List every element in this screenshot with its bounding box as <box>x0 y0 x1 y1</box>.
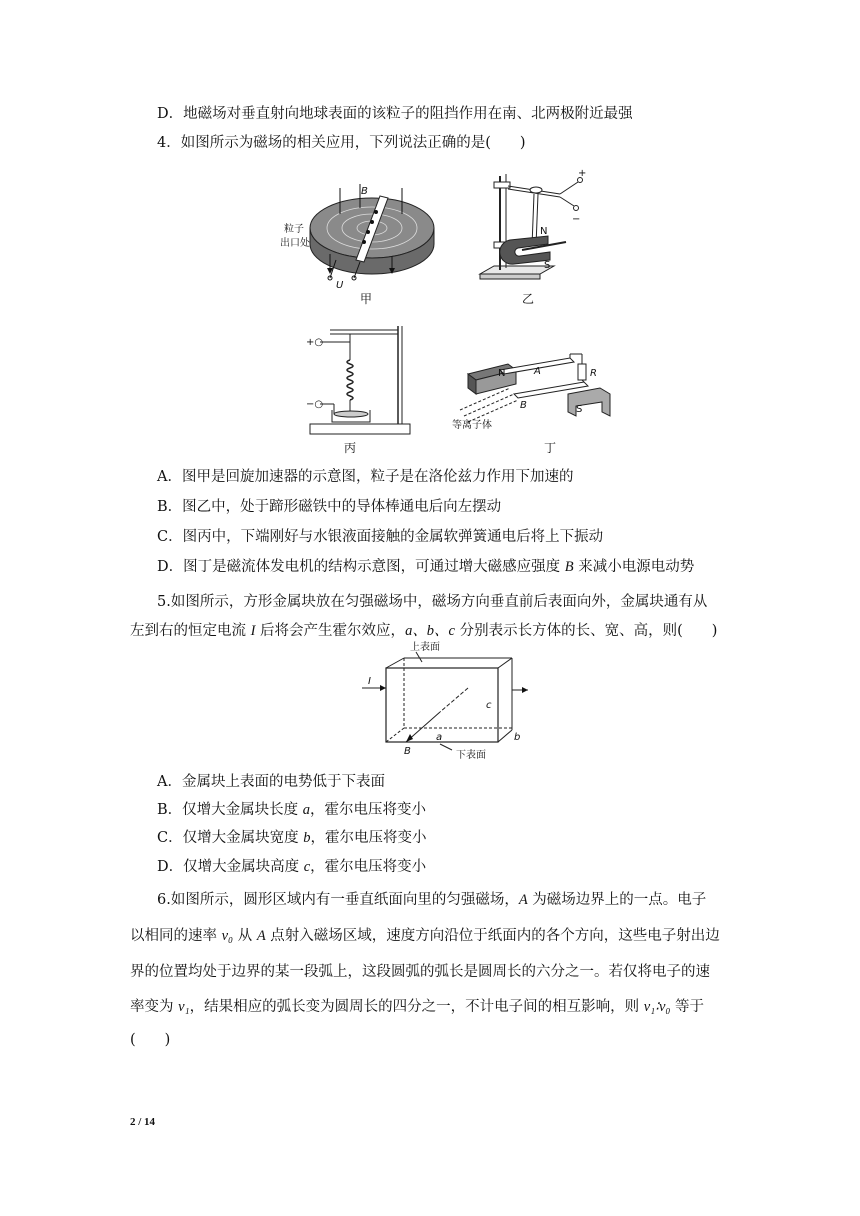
q6-line2-a: 以相同的速率 <box>130 928 222 944</box>
q4-option-d-var-B: B <box>564 559 574 575</box>
q5-label-c: c <box>486 700 492 711</box>
figure-q5-hall-block <box>360 640 530 764</box>
ding-label-R: R <box>590 368 597 379</box>
q5-option-c-text: C．仅增大金属块宽度 <box>157 830 304 846</box>
jia-label-exit-1: 粒子 <box>284 224 304 235</box>
q5-stem-line2-c: 分别表示长方体的长、宽、高，则( ) <box>455 623 718 639</box>
q4-option-d-text-end: 来减小电源电动势 <box>573 559 695 575</box>
jia-caption: 甲 <box>360 292 373 306</box>
jia-label-U: U <box>336 280 344 291</box>
page-number: 2 / 14 <box>130 1116 156 1128</box>
q5-option-a: A．金属块上表面的电势低于下表面 <box>157 774 385 790</box>
ding-label-plasma: 等离子体 <box>452 420 492 431</box>
q6-line2-c: 点射入磁场区域，速度方向沿位于纸面内的各个方向，这些电子射出边 <box>265 928 720 944</box>
q5-stem-line2-b: 后将会产生霍尔效应， <box>255 623 406 639</box>
q6-line1-b: 为磁场边界上的一点。电子 <box>527 892 707 908</box>
q5-label-b: b <box>514 732 521 743</box>
q4-option-b: B．图乙中，处于蹄形磁铁中的导体棒通电后向左摆动 <box>157 499 502 515</box>
q4-option-a: A．图甲是回旋加速器的示意图，粒子是在洛伦兹力作用下加速的 <box>157 469 574 485</box>
figure-ding-mhd <box>450 350 620 460</box>
ding-label-A: A <box>534 366 541 377</box>
q6-line4-c: 等于 <box>670 999 705 1015</box>
bing-caption: 丙 <box>344 441 357 455</box>
q3-option-d: D．地磁场对垂直射向地球表面的该粒子的阻挡作用在南、北两极附近最强 <box>157 106 633 122</box>
ding-label-B: B <box>520 400 527 411</box>
q4-option-d-text: D．图丁是磁流体发电机的结构示意图，可通过增大磁感应强度 <box>157 559 565 575</box>
q5-option-b-var: a <box>302 802 311 818</box>
q5-label-I: I <box>368 676 371 687</box>
q6-line1-a: 6.如图所示，圆形区域内有一垂直纸面向里的匀强磁场， <box>157 892 519 908</box>
q4-option-d <box>157 557 694 577</box>
q5-option-b-text-end: ，霍尔电压将变小 <box>310 802 427 818</box>
q5-vars-abc: a、b、c <box>405 623 455 639</box>
q5-var-I: I <box>250 623 256 639</box>
figure-jia-cyclotron <box>280 166 450 316</box>
yi-label-minus: − <box>572 214 581 225</box>
yi-caption: 乙 <box>522 292 535 306</box>
yi-label-S: S <box>544 260 551 271</box>
q6-line4-a: 率变为 <box>130 999 179 1015</box>
q5-option-c-text-end: ，霍尔电压将变小 <box>310 830 427 846</box>
bing-label-plus: +○ <box>306 337 324 348</box>
q6-var-v1: v₁ <box>178 999 190 1015</box>
q6-var-A: A <box>518 892 528 908</box>
q5-option-d-text: D．仅增大金属块高度 <box>157 859 304 875</box>
q6-line2 <box>130 926 720 946</box>
ding-label-S: S <box>576 404 583 415</box>
q5-option-d-text-end: ，霍尔电压将变小 <box>310 859 427 875</box>
q5-stem-line2-a: 左到右的恒定电流 <box>130 623 251 639</box>
bing-label-minus: −○ <box>306 399 324 410</box>
q6-line5: ( ) <box>130 1032 171 1048</box>
ding-caption: 丁 <box>544 441 557 455</box>
q5-stem-line1: 5.如图所示，方形金属块放在匀强磁场中，磁场方向垂直前后表面向外，金属块通有从 <box>157 594 708 610</box>
q5-label-B: B <box>404 746 411 757</box>
q5-option-c <box>157 828 426 848</box>
q5-stem-line2 <box>130 621 717 641</box>
q6-line1 <box>157 890 706 910</box>
q6-line2-b: 从 <box>233 928 257 944</box>
q6-ratio: v₁∶v₀ <box>643 999 671 1015</box>
q5-option-d-var: c <box>303 859 311 875</box>
q4-option-c: C．图丙中，下端刚好与水银液面接触的金属软弹簧通电后将上下振动 <box>157 529 604 545</box>
figure-bing-spring <box>300 322 430 460</box>
q6-line4-b: ，结果相应的弧长变为圆周长的四分之一，不计电子间的相互影响，则 <box>189 999 644 1015</box>
q6-line4 <box>130 997 704 1017</box>
q5-label-top-surface: 上表面 <box>410 642 440 653</box>
q6-var-v0: v₀ <box>221 928 234 944</box>
q5-option-b <box>157 800 426 820</box>
figure-yi-horseshoe <box>470 166 605 316</box>
jia-label-exit-2: 出口处 <box>280 238 310 249</box>
q5-option-d <box>157 857 426 877</box>
q4-stem: 4．如图所示为磁场的相关应用，下列说法正确的是( ) <box>157 135 526 151</box>
jia-label-B: B <box>361 186 368 197</box>
yi-label-N: N <box>540 226 548 237</box>
q6-line3: 界的位置均处于边界的某一段弧上，这段圆弧的弧长是圆周长的六分之一。若仅将电子的速 <box>130 964 710 980</box>
q5-option-b-text: B．仅增大金属块长度 <box>157 802 303 818</box>
q5-label-a: a <box>436 732 443 743</box>
q5-label-bottom-surface: 下表面 <box>456 750 486 761</box>
ding-label-N: N <box>498 368 506 379</box>
yi-label-plus: + <box>578 168 587 179</box>
q6-var-A-2: A <box>256 928 266 944</box>
q5-option-c-var: b <box>303 830 311 846</box>
